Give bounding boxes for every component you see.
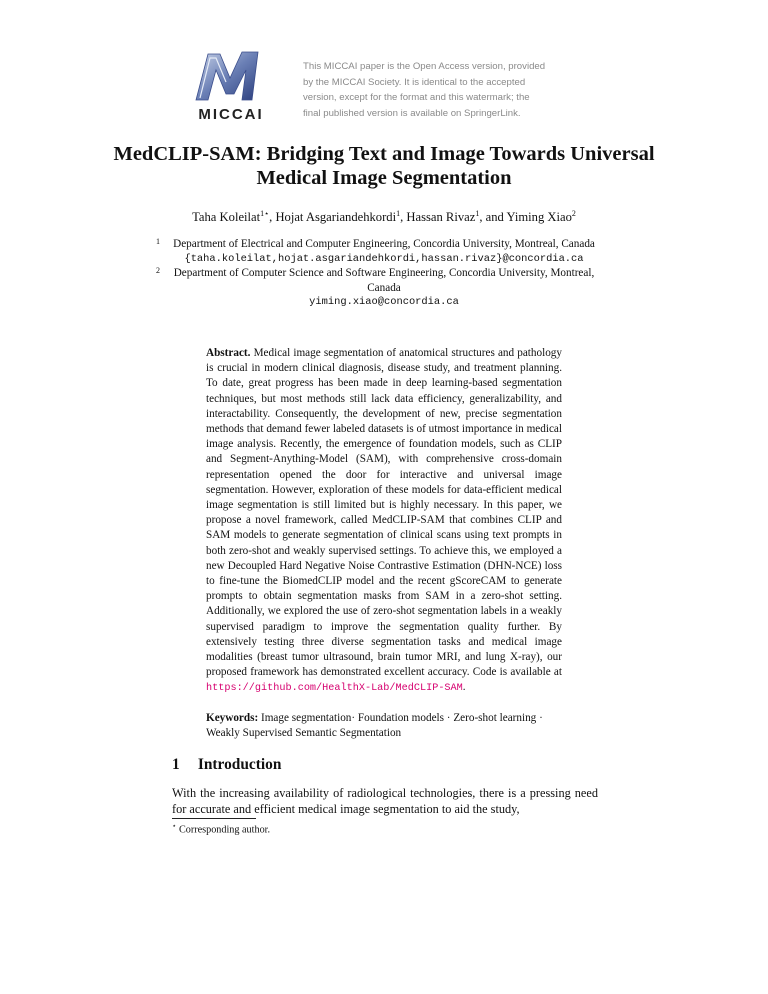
code-link[interactable]: https://github.com/HealthX-Lab/MedCLIP-SAM — [206, 683, 463, 695]
author-list: Taha Koleilat$^{1⋆}$, Hojat Asgariandehkordi$^1$, Hassan Rivaz$^1$, and Yiming Xiao$^2$ — [192, 209, 576, 225]
affiliation-1 — [156, 237, 608, 266]
abstract — [206, 346, 562, 697]
affiliation-number: 2 — [156, 266, 160, 276]
keywords-label: Keywords: — [206, 712, 259, 724]
affiliations — [156, 237, 608, 310]
abstract-end: . — [462, 681, 466, 694]
section-heading — [172, 756, 281, 774]
notice-line: version, except for the format and this watermark; the — [303, 92, 530, 104]
author-name: Hassan Rivaz — [406, 210, 476, 225]
affiliation-text: Department of Computer Science and Software Engineering, Concordia University, Montreal, Canada — [173, 267, 595, 294]
notice-line: final published version is available on SpringerLink. — [303, 107, 521, 119]
affiliation-email[interactable]: yiming.xiao@concordia.ca — [309, 296, 459, 309]
keywords — [206, 711, 562, 741]
abstract-label: Abstract. — [206, 347, 251, 359]
section-title: Introduction — [197, 756, 282, 773]
author-name: Hojat Asgariandehkordi — [275, 210, 397, 225]
section-number: 1 — [172, 756, 180, 773]
affiliation-number: 1 — [156, 237, 160, 246]
author-name: and Yiming Xiao — [485, 210, 572, 225]
footnote-mark: ⋆ — [172, 822, 177, 830]
open-access-notice — [303, 59, 593, 121]
author-affil-mark: 1 — [475, 209, 480, 218]
author-affil-mark: 2 — [571, 209, 576, 218]
keywords-text: Image segmentation· Foundation models · Zero-shot learning · Weakly Supervised Semantic Segmentation — [206, 712, 543, 740]
footnote-text: Corresponding author. — [178, 824, 271, 836]
miccai-logo-icon — [186, 48, 274, 104]
intro-paragraph: With the increasing availability of radiological technologies, there is a pressing need for accurate and efficient medical image segmentation to aid the study, — [172, 786, 598, 817]
paper-title: MedCLIP-SAM: Bridging Text and Image Towards Universal Medical Image Segmentation — [113, 143, 655, 189]
affiliation-2 — [156, 266, 608, 310]
miccai-logo — [186, 48, 274, 124]
miccai-logo-text: MICCAI — [198, 106, 264, 123]
footnote — [172, 822, 270, 835]
affiliation-text: Department of Electrical and Computer Engineering, Concordia University, Montreal, Canada — [173, 238, 595, 250]
footnote-rule — [172, 818, 256, 819]
notice-line: by the MICCAI Society. It is identical to the accepted — [303, 76, 526, 88]
author-affil-mark: 1⋆ — [260, 209, 270, 218]
author-affil-mark: 1 — [396, 209, 401, 218]
notice-line: This MICCAI paper is the Open Access version, provided — [303, 61, 546, 72]
abstract-text: Medical image segmentation of anatomical structures and pathology is crucial in modern clinical diagnosis, disease study, and treatment planning. To date, great progress has been made in deep learning-based segmentation techniques, but most methods still lack data efficiency, generalizability, and interactability. Consequently, the development of new, precise segmentation methods that demand fewer labeled datasets is of utmost importance in medical image analysis. Recently, the emergence of foundation models, such as CLIP and Segment-Anything-Model (SAM), with comprehensive cross-domain representation opened the door for interactive and universal image segmentation. However, exploration of these models for data-efficient medical image segmentation is still limited but is highly necessary. In this paper, we propose a novel framework, called MedCLIP-SAM that combines CLIP and SAM models to generate segmentation of clinical scans using text prompts in both zero-shot and weakly supervised settings. To achieve this, we employed a new Decoupled Hard Negative Noise Contrastive Estimation (DHN-NCE) loss to fine-tune the BiomedCLIP model and the recent gScoreCAM to generate prompts to obtain segmentation masks from SAM in a zero-shot setting. Additionally, we explored the use of zero-shot segmentation labels in a weakly supervised paradigm to improve the segmentation quality further. By extensively testing three diverse segmentation tasks and medical image modalities (breast tumor ultrasound, brain tumor MRI, and lung X-ray), our proposed framework has demonstrated excellent accuracy. Code is available at — [206, 347, 562, 679]
affiliation-email[interactable]: {taha.koleilat,hojat.asgariandehkordi,hassan.rivaz}@concordia.ca — [184, 252, 584, 265]
author-name: Taha Koleilat — [192, 210, 261, 225]
